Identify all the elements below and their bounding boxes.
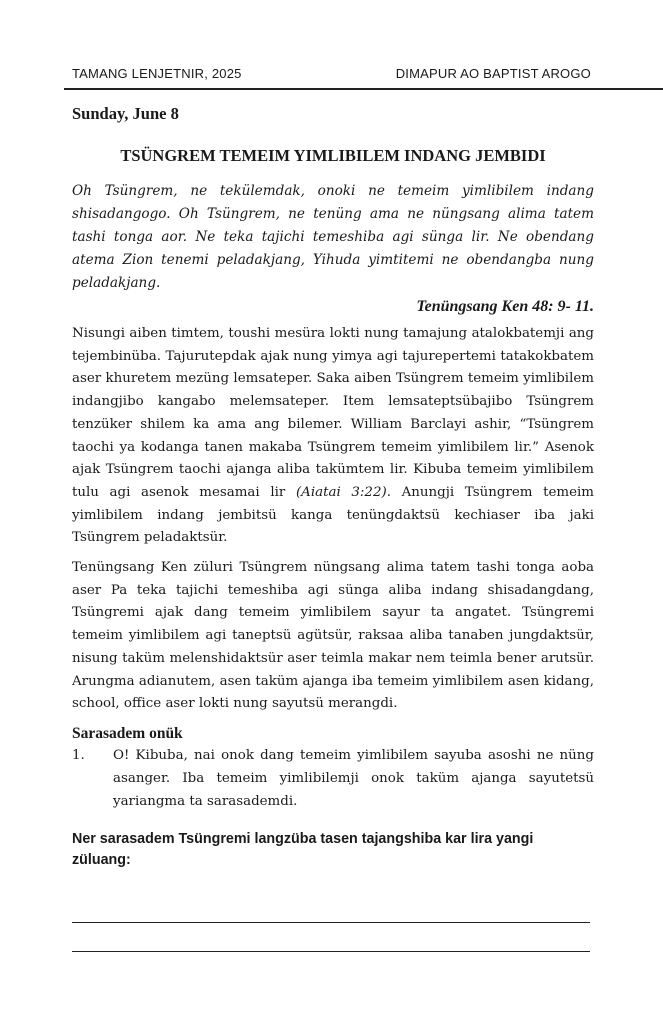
- paragraph-2: Tenüngsang Ken züluri Tsüngrem nüngsang alima tatem tashi tonga aoba aser Pa teka tajichi temeshiba agi sünga aliba indang shisadangdang, Tsüngremi ajak dang temeim yimlibilem sayur ta angatet. Tsüngremi temeim yimlibilem agi taneptsü agütsür, raksaa aliba tanaben jungdaktsür, nisung taküm melenshidaktsür aser teimla makar nem teimla bener arutsür. Arungma adianutem, asen taküm ajanga iba temeim yimlibilem asen kidang, school, office aser lokti nung sayutsü merangdi.: [72, 560, 594, 712]
- scripture-reference: Tenüngsang Ken 48: 9- 11.: [416, 298, 594, 315]
- writing-prompt: Ner sarasadem Tsüngremi langzüba tasen tajangshiba kar lira yangi züluang:: [72, 830, 534, 868]
- paragraph-1-text-b: . Anungji Tsüngrem temeim yimlibilem indang jembitsü kanga tenüngdaktsü kechiaser iba jaki Tsüngrem peladaktsür.: [72, 484, 595, 546]
- writing-line-2[interactable]: [72, 951, 590, 952]
- day-heading: Sunday, June 8: [72, 104, 179, 123]
- reflection-item-text: O! Kibuba, nai onok dang temeim yimlibilem sayuba asoshi ne nüng asanger. Iba temeim yimlibilemji onok taküm ajanga sayutetsü yariangma ta sarasademdi.: [113, 747, 594, 809]
- paragraph-1: [72, 323, 594, 550]
- scripture-passage: Oh Tsüngrem, ne tekülemdak, onoki ne temeim yimlibilem indang shisadangogo. Oh Tsüngrem, ne tenüng ama ne nüngsang alima tatem tashi tonga aor. Ne teka tajichi temeshiba agi sünga lir. Ne obendang atema Zion tenemi peladakjang, Yihuda yimtitemi ne obendangba nung peladakjang.: [72, 183, 594, 291]
- running-header: [72, 66, 591, 81]
- writing-line-1[interactable]: [72, 922, 590, 923]
- page-title: TSÜNGREM TEMEIM YIMLIBILEM INDANG JEMBIDI: [120, 146, 546, 165]
- header-right: DIMAPUR AO BAPTIST AROGO: [395, 66, 591, 81]
- page-body: [72, 104, 594, 871]
- header-left: TAMANG LENJETNIR, 2025: [72, 66, 242, 81]
- paragraph-1-text-a: Nisungi aiben timtem, toushi mesüra lokti nung tamajung atalokbatemji ang tejembinüba. Tajurutepdak ajak nung yimya agi tajurepertemi tatakokbatem aser khuretem mezüng lemsateper. Saka aiben Tsüngrem temeim yimlibilem indangjibo kangabo melemsateper. Item lemsateptsübajibo Tsüngrem tenzüker shilem ka ama ang bilemer. William Barclayi ashir, “Tsüngrem taochi ya kodanga tanen makaba Tsüngrem temeim yimlibilem lir.” Asenok ajak Tsüngrem taochi ajanga aliba takümtem lir. Kibuba temeim yimlibilem tulu agi asenok mesamai lir: [72, 326, 594, 500]
- reflection-heading: Sarasadem onük: [72, 724, 183, 742]
- reflection-item: [72, 744, 594, 813]
- paragraph-1-reference: (Aiatai 3:22): [295, 484, 387, 500]
- header-rule: [64, 88, 663, 90]
- reflection-item-number: 1.: [72, 747, 85, 763]
